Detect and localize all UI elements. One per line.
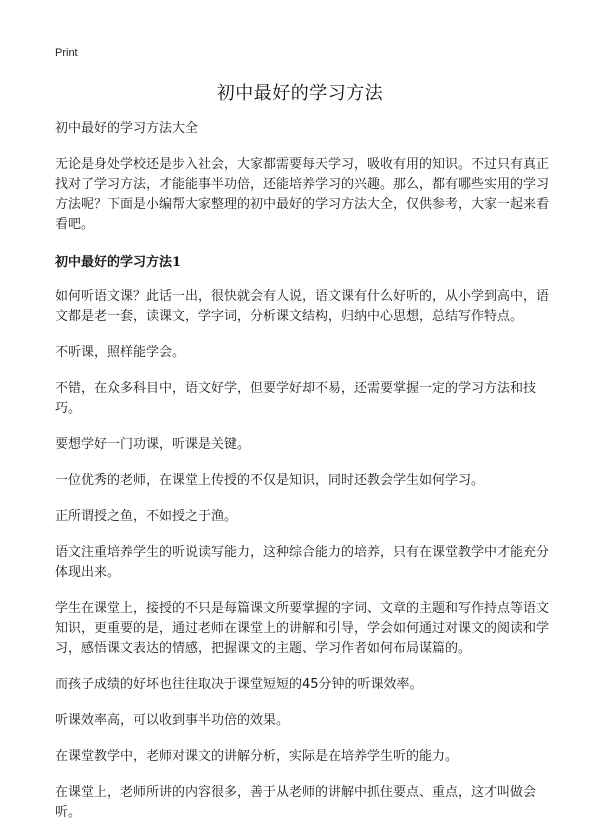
article-subtitle: 初中最好的学习方法大全 bbox=[55, 121, 199, 136]
paragraph: 听课效率高，可以收到事半功倍的效果。 bbox=[55, 713, 290, 728]
section-heading: 初中最好的学习方法1 bbox=[55, 255, 182, 270]
paragraph: 在课堂教学中，老师对课文的讲解分析，实际是在培养学生听的能力。 bbox=[55, 749, 459, 764]
paragraph: 不错，在众多科目中，语文好学，但要学好却不易，还需要掌握一定的学习方法和技巧。 bbox=[55, 381, 537, 416]
paragraph: 在课堂上，老师所讲的内容很多，善于从老师的讲解中抓住要点、重点，这才叫做会听。 bbox=[55, 785, 537, 820]
paragraph: 语文注重培养学生的听说读写能力，这种综合能力的培养，只有在课堂教学中才能充分体现出来。 bbox=[55, 545, 550, 580]
paragraph: 不听课，照样能学会。 bbox=[55, 345, 186, 360]
paragraph: 要想学好一门功课，听课是关键。 bbox=[55, 437, 251, 452]
paragraph: 而孩子成绩的好坏也往往取决于课堂短短的45分钟的听课效率。 bbox=[55, 677, 423, 692]
print-link[interactable]: Print bbox=[55, 47, 78, 59]
page-title: 初中最好的学习方法 bbox=[216, 83, 384, 104]
intro-paragraph: 无论是身处学校还是步入社会，大家都需要每天学习，吸收有用的知识。不过只有真正找对了学习方法，才能能事半功倍，还能培养学习的兴趣。那么，都有哪些实用的学习方法呢？下面是小编帮大家整理的初中最好的学习方法大全，仅供参考，大家一起来看看吧。 bbox=[55, 157, 550, 232]
article-body bbox=[55, 119, 551, 839]
paragraph: 一位优秀的老师，在课堂上传授的不仅是知识，同时还教会学生如何学习。 bbox=[55, 473, 485, 488]
paragraph: 学生在课堂上，接授的不只是每篇课文所要掌握的字词、文章的主题和写作持点等语文知识，更重要的是，通过老师在课堂上的讲解和引导，学会如何通过对课文的阅读和学习，感悟课文表达的情感，把握课文的主题、学习作者如何布局谋篇的。 bbox=[55, 601, 550, 656]
paragraph: 如何听语文课？此话一出，很快就会有人说，语文课有什么好听的，从小学到高中，语文都是老一套，读课文，学字词，分析课文结构，归纳中心思想，总结写作特点。 bbox=[55, 289, 550, 324]
paragraph: 正所谓授之鱼，不如授之于渔。 bbox=[55, 509, 238, 524]
